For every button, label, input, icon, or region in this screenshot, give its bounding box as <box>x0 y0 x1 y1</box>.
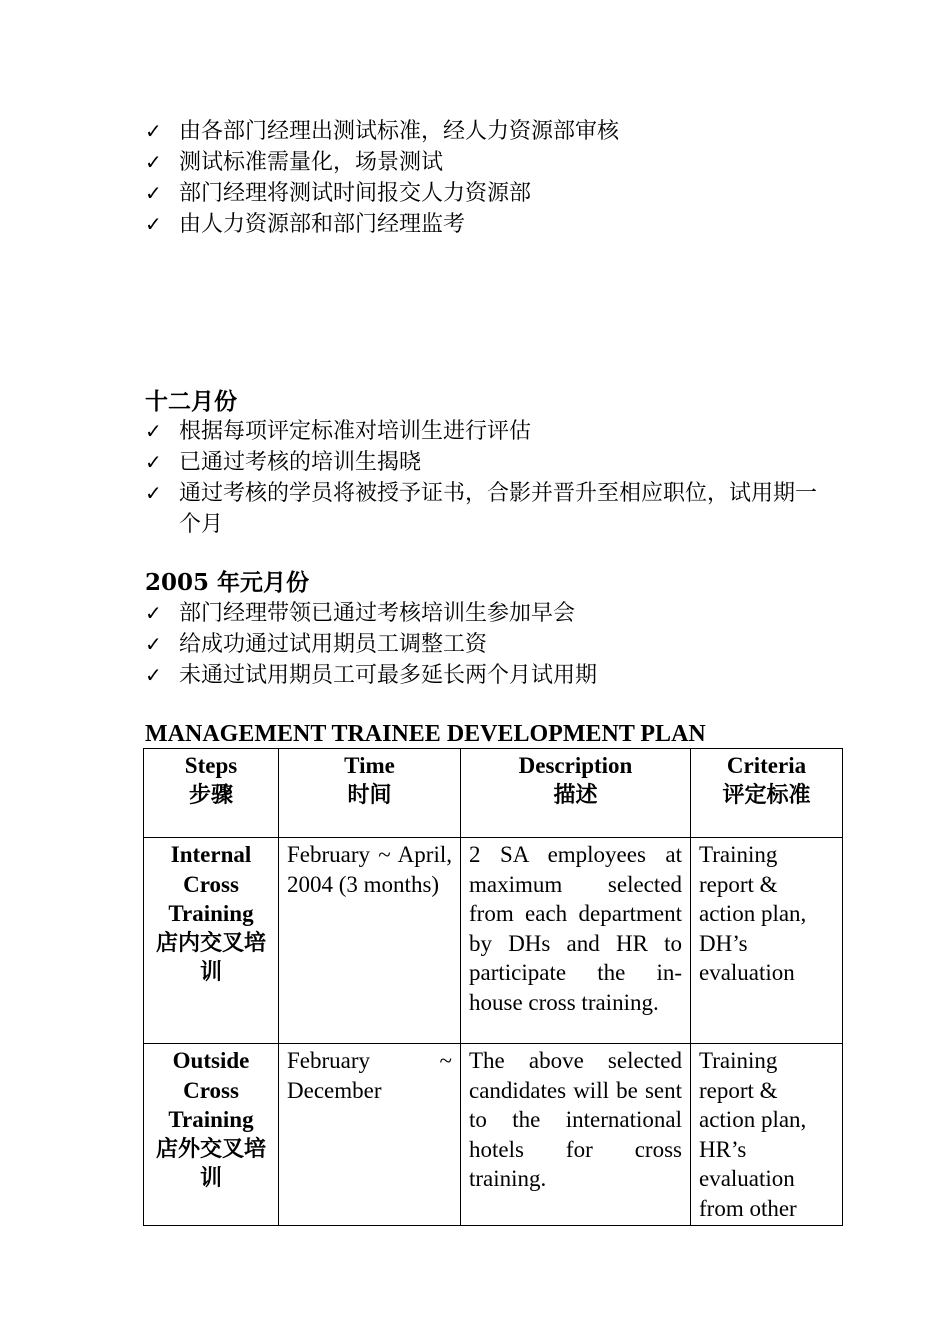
check-mark-icon: ✓ <box>145 632 162 656</box>
time-cell: February ~ April, 2004 (3 months) <box>279 838 461 1044</box>
check-mark-icon: ✓ <box>145 212 162 236</box>
description-cell: The above selected candidates will be sent to the international hotels for cross training. <box>461 1044 691 1226</box>
check-mark-icon: ✓ <box>145 481 162 505</box>
check-mark-icon: ✓ <box>145 150 162 174</box>
list-item: ✓ 由人力资源部和部门经理监考 <box>145 209 619 240</box>
table-header-row <box>144 749 843 838</box>
check-mark-icon: ✓ <box>145 119 162 143</box>
check-mark-icon: ✓ <box>145 419 162 443</box>
check-mark-icon: ✓ <box>145 181 162 205</box>
list-item: ✓ 通过考核的学员将被授予证书，合影并晋升至相应职位，试用期一个月 <box>145 478 835 540</box>
list-item: ✓ 部门经理带领已通过考核培训生参加早会 <box>145 598 597 629</box>
list-item: ✓ 测试标准需量化，场景测试 <box>145 147 619 178</box>
december-checklist <box>145 416 835 540</box>
step-cell: Internal Cross Training 店内交叉培训 <box>144 838 279 1044</box>
check-mark-icon: ✓ <box>145 663 162 687</box>
list-item: ✓ 已通过考核的培训生揭晓 <box>145 447 835 478</box>
check-mark-icon: ✓ <box>145 450 162 474</box>
header-criteria: Criteria 评定标准 <box>691 749 843 838</box>
description-cell: 2 SA employees at maximum selected from each department by DHs and HR to participate the in-house cross training. <box>461 838 691 1044</box>
list-item: ✓ 未通过试用期员工可最多延长两个月试用期 <box>145 660 597 691</box>
check-mark-icon: ✓ <box>145 601 162 625</box>
criteria-cell: Training report & action plan, HR’s evaluation from other <box>691 1044 843 1226</box>
december-heading: 十二月份 <box>145 388 237 415</box>
assessment-checklist <box>145 116 619 240</box>
header-description: Description 描述 <box>461 749 691 838</box>
step-cell: Outside Cross Training 店外交叉培训 <box>144 1044 279 1226</box>
header-steps: Steps 步骤 <box>144 749 279 838</box>
development-plan-table <box>143 748 843 1226</box>
january-checklist <box>145 598 597 691</box>
plan-title: MANAGEMENT TRAINEE DEVELOPMENT PLAN <box>145 721 706 747</box>
header-time: Time 时间 <box>279 749 461 838</box>
list-item: ✓ 部门经理将测试时间报交人力资源部 <box>145 178 619 209</box>
list-item: ✓ 根据每项评定标准对培训生进行评估 <box>145 416 835 447</box>
table-row <box>144 838 843 1044</box>
list-item: ✓ 给成功通过试用期员工调整工资 <box>145 629 597 660</box>
table-row <box>144 1044 843 1226</box>
criteria-cell: Training report & action plan, DH’s evaluation <box>691 838 843 1044</box>
list-item: ✓ 由各部门经理出测试标准，经人力资源部审核 <box>145 116 619 147</box>
time-cell: February ~ December <box>279 1044 461 1226</box>
january-heading: 2005 年元月份 <box>145 569 310 596</box>
